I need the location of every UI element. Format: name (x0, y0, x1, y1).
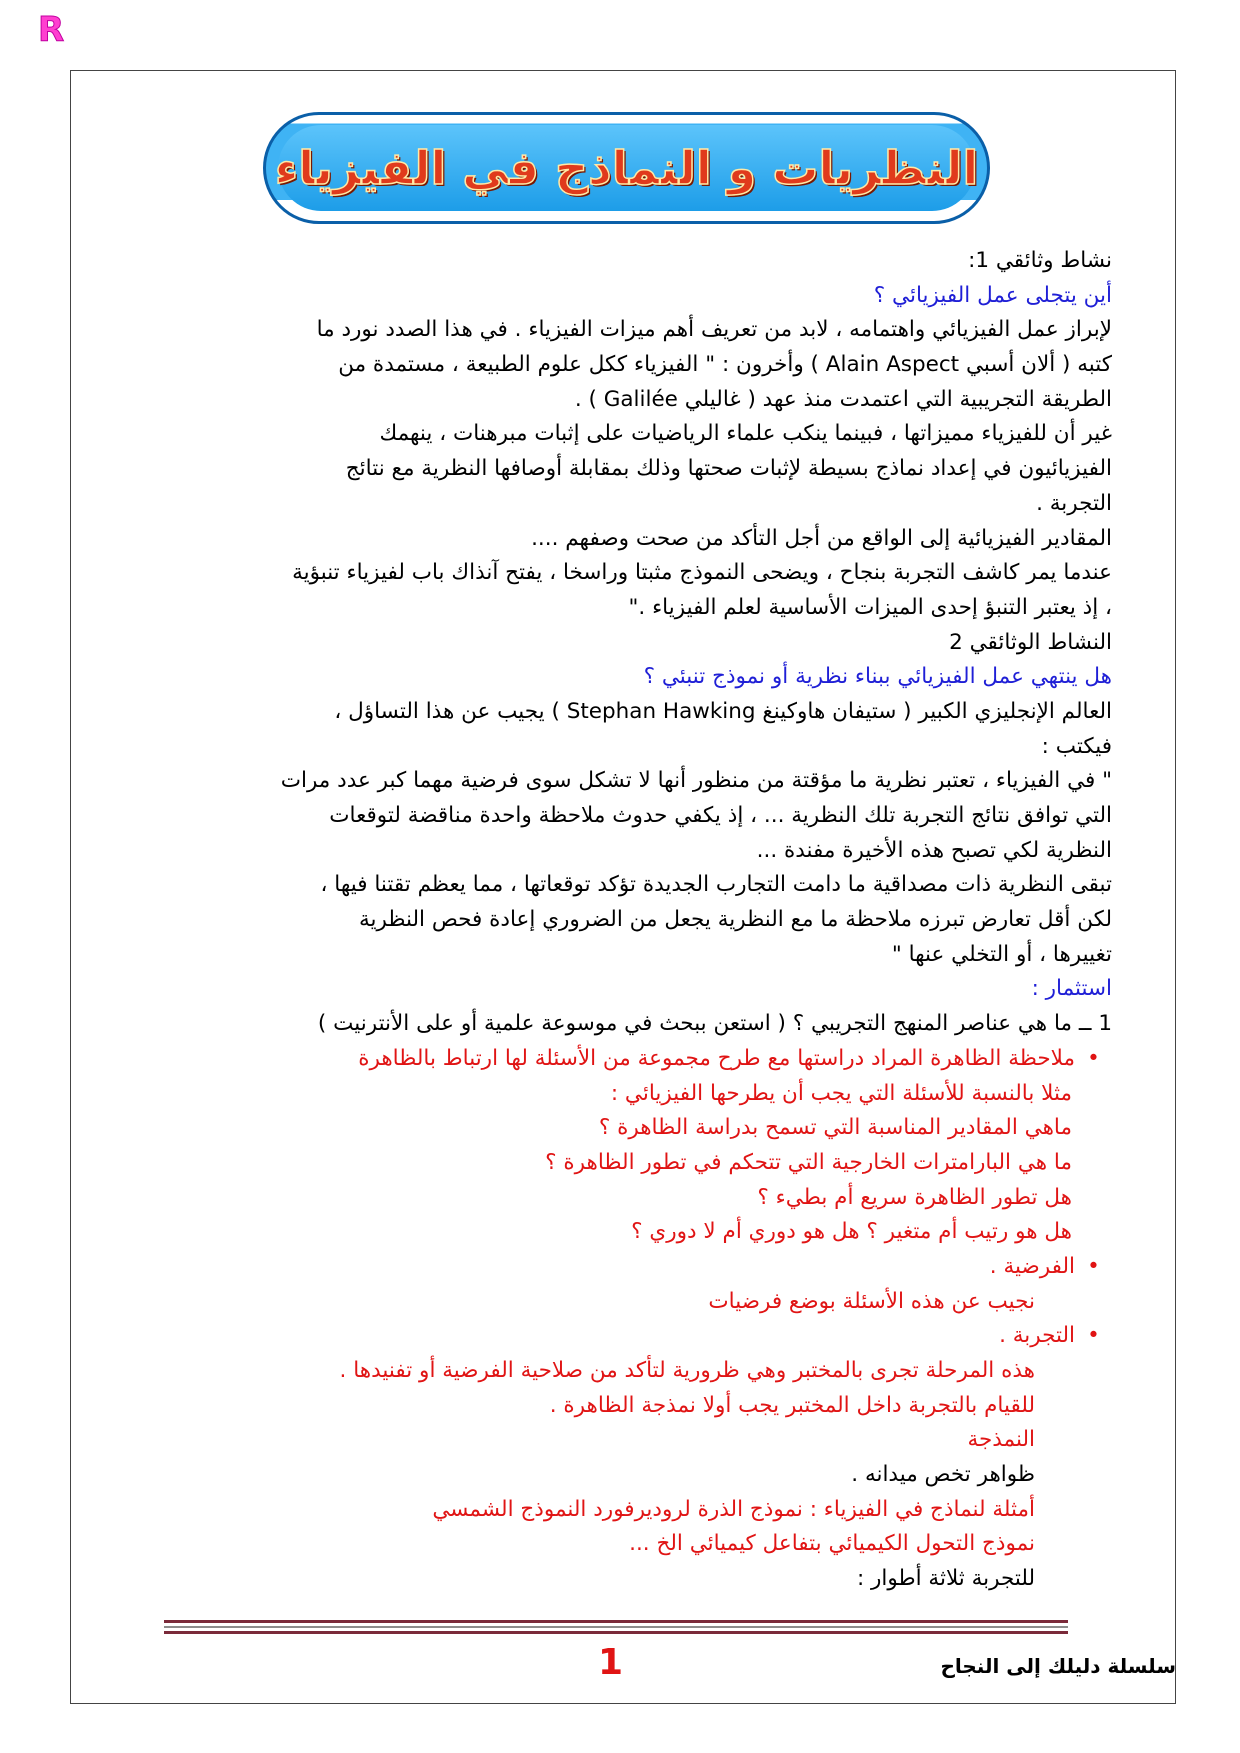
line-text: تغييرها ، أو التخلي عنها " (891, 941, 1112, 967)
bullet-icon: • (1087, 1045, 1100, 1071)
footer-rule (164, 1620, 1068, 1634)
text-line (160, 1389, 1112, 1424)
line-text: 1 ــ ما هي عناصر المنهج التجريبي ؟ ( استعن ببحث في موسوعة علمية أو على الأنترنيت ) (317, 1011, 1112, 1037)
text-line (160, 1458, 1112, 1493)
line-text: هذه المرحلة تجرى بالمختبر وهي ظرورية لتأكد من صلاحية الفرضية أو تفنيدها . (339, 1358, 1035, 1383)
text-line (160, 1146, 1112, 1181)
text-line (160, 799, 1112, 834)
text-line (160, 1562, 1112, 1597)
text-line (160, 556, 1112, 591)
line-text: تبقى النظرية ذات مصداقية ما دامت التجارب الجديدة تؤكد توقعاتها ، مما يعظم تقتنا فيها ، (320, 872, 1112, 898)
text-line (160, 972, 1112, 1007)
line-text: هل ينتهي عمل الفيزيائي ببناء نظرية أو نموذج تنبئي ؟ (643, 664, 1112, 690)
bullet-icon: • (1087, 1323, 1100, 1349)
line-text: التجربة . (1036, 490, 1112, 516)
line-text: للتجربة ثلاثة أطوار : (856, 1566, 1035, 1592)
line-text: نشاط وثائقي 1: (968, 248, 1112, 273)
line-text: ملاحظة الظاهرة المراد دراستها مع طرح مجموعة من الأسئلة لها ارتباط بالظاهرة (358, 1045, 1075, 1071)
corner-logo: R (38, 10, 65, 50)
line-text: " في الفيزياء ، تعتبر نظرية ما مؤقتة من منظور أنها لا تشكل سوى فرضية مهما كبر عدد مرات (280, 768, 1112, 794)
line-text: ماهي المقادير المناسبة التي تسمح بدراسة الظاهرة ؟ (598, 1115, 1072, 1141)
line-text: ظواهر تخص ميدانه . (851, 1462, 1035, 1488)
line-text: ما هي البارامترات الخارجية التي تتحكم في تطور الظاهرة ؟ (545, 1149, 1072, 1175)
text-line (160, 764, 1112, 799)
text-line (160, 903, 1112, 938)
line-text: نجيب عن هذه الأسئلة بوضع فرضيات (708, 1288, 1035, 1314)
bullet-icon: • (1087, 1253, 1100, 1279)
text-line (160, 834, 1112, 869)
line-text: النمذجة (967, 1427, 1035, 1453)
text-line (160, 452, 1112, 487)
text-line (160, 1077, 1112, 1112)
text-line (160, 1007, 1112, 1042)
text-line (160, 591, 1112, 626)
text-line (160, 730, 1112, 765)
line-text: عندما يمر كاشف التجربة بنجاح ، ويضحى النموذج مثبتا وراسخا ، يفتح آنذاك باب لفيزياء تنبؤية (292, 560, 1112, 586)
text-line (160, 313, 1112, 348)
line-text: غير أن للفيزياء مميزاتها ، فبينما ينكب علماء الرياضيات على إثبات مبرهنات ، ينهمك (379, 421, 1112, 447)
text-line (160, 1319, 1112, 1354)
text-line (160, 522, 1112, 557)
line-text: المقادير الفيزيائية إلى الواقع من أجل التأكد من صحت وصفهم .... (531, 525, 1112, 551)
text-line (160, 279, 1112, 314)
text-line (160, 1493, 1112, 1528)
text-line (160, 244, 1112, 279)
line-text: ، إذ يعتبر التنبؤ إحدى الميزات الأساسية لعلم الفيزياء ." (628, 594, 1112, 620)
text-line (160, 1042, 1112, 1077)
text-line (160, 1354, 1112, 1389)
line-text: الفرضية . (989, 1253, 1075, 1279)
page-title: النظريات و النماذج في الفيزياء (274, 141, 979, 195)
line-text: فيكتب : (1041, 733, 1112, 759)
line-text: لإبراز عمل الفيزيائي واهتمامه ، لابد من تعريف أهم ميزات الفيزياء . في هذا الصدد نورد ما (316, 317, 1112, 343)
title-banner (263, 112, 990, 224)
text-line (160, 348, 1112, 383)
line-text: نموذج التحول الكيميائي بتفاعل كيميائي الخ ... (629, 1531, 1035, 1557)
line-text: أين يتجلى عمل الفيزيائي ؟ (873, 282, 1112, 308)
text-line (160, 868, 1112, 903)
text-line (160, 383, 1112, 418)
text-line (160, 1181, 1112, 1216)
line-text: التجربة . (999, 1323, 1075, 1349)
text-line (160, 1527, 1112, 1562)
line-text: هل هو رتيب أم متغير ؟ هل هو دوري أم لا دوري ؟ (631, 1219, 1072, 1245)
text-line (160, 660, 1112, 695)
series-title: سلسلة دليلك إلى النجاح (940, 1654, 1176, 1678)
line-text: النشاط الوثائقي 2 (949, 629, 1112, 655)
line-text: استثمار : (1031, 976, 1112, 1002)
text-line (160, 1285, 1112, 1320)
line-text: النظرية لكي تصبح هذه الأخيرة مفندة ... (756, 837, 1112, 863)
text-line (160, 1111, 1112, 1146)
line-text: كتبه ( ألان أسبي Alain Aspect ) وأخرون : " الفيزياء ككل علوم الطبيعة ، مستمدة من (338, 352, 1112, 378)
line-text: التي توافق نتائج التجربة تلك النظرية ... ، إذ يكفي حدوث ملاحظة واحدة مناقضة لتوقعات (329, 803, 1112, 828)
text-line (160, 417, 1112, 452)
line-text: العالم الإنجليزي الكبير ( ستيفان هاوكينغ Stephan Hawking ) يجيب عن هذا التساؤل ، (334, 698, 1112, 724)
line-text: لكن أقل تعارض تبرزه ملاحظة ما مع النظرية يجعل من الضروري إعادة فحص النظرية (358, 907, 1112, 933)
text-line (160, 1215, 1112, 1250)
line-text: الفيزيائيون في إعداد نماذج بسيطة لإثبات صحتها وذلك بمقابلة أوصافها النظرية مع نتائج (345, 456, 1112, 482)
page-number: 1 (598, 1642, 624, 1683)
text-line (160, 1423, 1112, 1458)
text-line (160, 487, 1112, 522)
line-text: الطريقة التجريبية التي اعتمدت منذ عهد ( غاليلي Galilée ) . (574, 386, 1112, 412)
line-text: أمثلة لنماذج في الفيزياء : نموذج الذرة لروديرفورد النموذج الشمسي (432, 1496, 1035, 1522)
line-text: هل تطور الظاهرة سريع أم بطيء ؟ (757, 1184, 1072, 1210)
text-line (160, 626, 1112, 661)
line-text: مثلا بالنسبة للأسئلة التي يجب أن يطرحها الفيزيائي : (610, 1080, 1072, 1106)
document-body (160, 244, 1112, 1597)
text-line (160, 1250, 1112, 1285)
text-line (160, 695, 1112, 730)
line-text: للقيام بالتجربة داخل المختبر يجب أولا نمذجة الظاهرة . (549, 1392, 1035, 1418)
text-line (160, 938, 1112, 973)
